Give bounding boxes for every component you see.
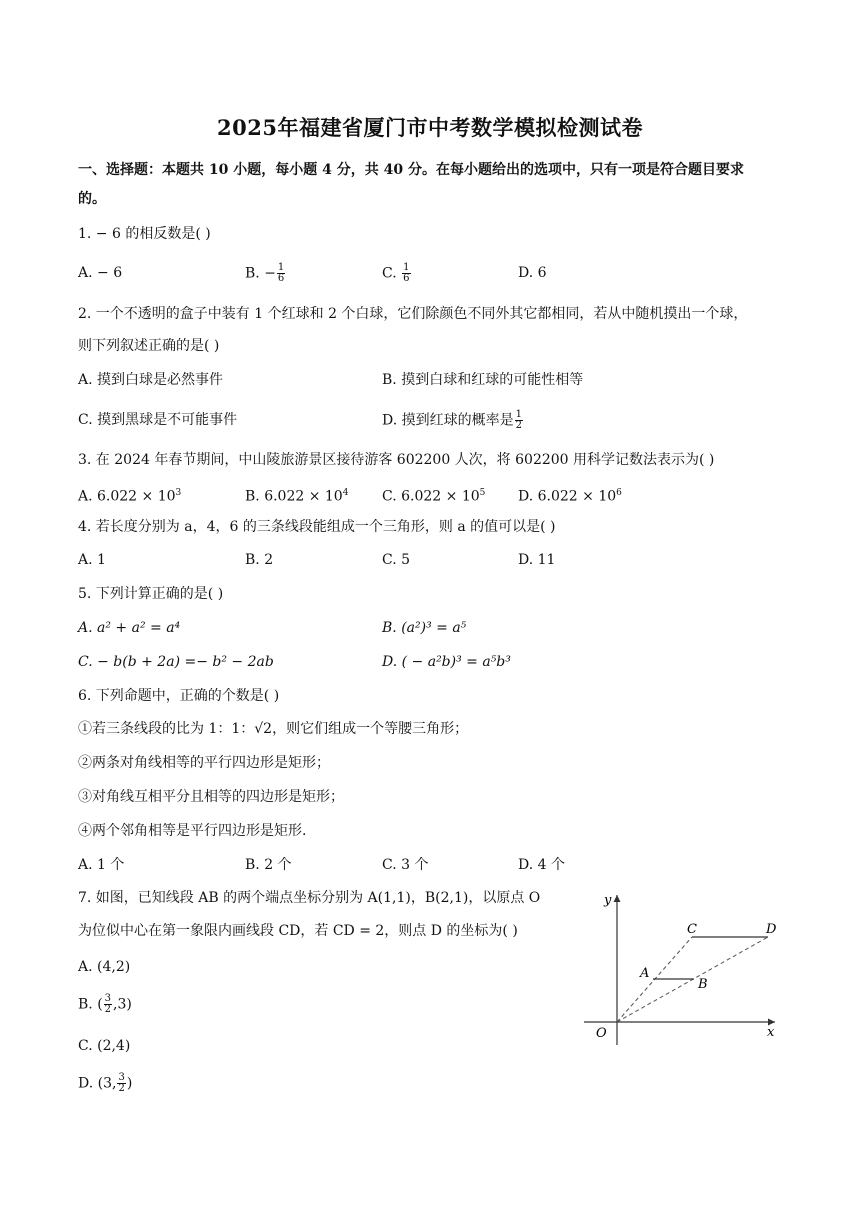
q7-stem-line1: 7. 如图，已知线段 AB 的两个端点坐标分别为 A(1,1)，B(2,1)，以原点 O: [78, 890, 541, 906]
q1-stem: 1. − 6 的相反数是( ): [78, 226, 211, 242]
fraction: $\frac{1}{6}$: [403, 262, 410, 284]
q2-option-c: C. 摸到黑球是不可能事件: [78, 412, 238, 428]
q6-option-d: D. 4 个: [518, 857, 565, 873]
q6-option-a: A. 1 个: [78, 857, 125, 873]
label-a: A: [640, 966, 650, 981]
q3-option-c: C. $6.022 \times 10^5$: [382, 488, 486, 505]
q1-option-d: D. 6: [518, 265, 547, 281]
q2-stem-line1: 2. 一个不透明的盒子中装有 1 个红球和 2 个白球，它们除颜色不同外其它都相同，若从中随机摸出一个球，: [78, 306, 748, 322]
q6-option-c: C. 3 个: [382, 857, 429, 873]
q7-coordinate-figure: [570, 885, 790, 1055]
q6-statement-4: ④两个邻角相等是平行四边形是矩形.: [78, 823, 307, 839]
q4-option-c: C. 5: [382, 552, 411, 568]
section-instructions-line1: 一、选择题：本题共 10 小题，每小题 4 分，共 40 分。在每小题给出的选项中，只有一项是符合题目要求: [78, 162, 744, 178]
q5-stem: 5. 下列计算正确的是( ): [78, 586, 224, 602]
q1-option-b: B. − $\frac{1}{6}$: [245, 262, 285, 284]
q6-statement-1: ①若三条线段的比为 1：1：√2，则它们组成一个等腰三角形；: [78, 721, 469, 737]
q6-option-b: B. 2 个: [245, 857, 292, 873]
q2-option-a: A. 摸到白球是必然事件: [78, 372, 224, 388]
q4-option-b: B. 2: [245, 552, 274, 568]
label-y: y: [604, 893, 612, 908]
q3-option-b: B. $6.022 \times 10^4$: [245, 488, 349, 505]
q7-option-b: B. ( $\frac{3}{2}$ ,3): [78, 993, 132, 1015]
q6-statement-3: ③对角线互相平分且相等的四边形是矩形；: [78, 789, 344, 805]
label-b: B: [698, 977, 708, 992]
label-x: x: [767, 1025, 775, 1040]
fraction: $\frac{1}{6}$: [277, 262, 285, 284]
q7-option-c: C. (2,4): [78, 1038, 131, 1054]
q3-option-a: A. $6.022 \times 10^3$: [78, 488, 182, 505]
section-instructions-line2: 的。: [78, 191, 106, 207]
label-c: C: [687, 922, 697, 937]
q1-option-a: A. − 6: [78, 265, 123, 281]
q4-option-d: D. 11: [518, 552, 556, 568]
fraction: $\frac{1}{2}$: [515, 409, 523, 431]
page-title: 2025年福建省厦门市中考数学模拟检测试卷: [217, 115, 643, 140]
q2-option-d: D. 摸到红球的概率是 $\frac{1}{2}$: [382, 409, 523, 431]
q7-option-d: D. (3, $\frac{3}{2}$ ): [78, 1072, 133, 1094]
q1-option-c: C. $\frac{1}{6}$: [382, 262, 410, 284]
q6-stem: 6. 下列命题中，正确的个数是( ): [78, 688, 280, 704]
label-o: O: [596, 1026, 607, 1041]
fraction: $\frac{3}{2}$: [118, 1072, 125, 1094]
q3-stem: 3. 在 2024 年春节期间，中山陵旅游景区接待游客 602200 人次，将 602200 用科学记数法表示为( ): [78, 452, 715, 468]
q7-stem-line2: 为位似中心在第一象限内画线段 CD，若 CD = 2，则点 D 的坐标为( ): [78, 923, 518, 939]
q5-option-a: A. a² + a² = a⁴: [78, 620, 181, 636]
q3-option-d: D. $6.022 \times 10^6$: [518, 488, 622, 505]
q7-option-a: A. (4,2): [78, 959, 131, 975]
label-d: D: [766, 922, 777, 937]
q6-statement-2: ②两条对角线相等的平行四边形是矩形；: [78, 755, 330, 771]
q5-option-b: B. (a²)³ = a⁵: [382, 620, 467, 636]
q4-option-a: A. 1: [78, 552, 106, 568]
fraction: $\frac{3}{2}$: [104, 993, 112, 1015]
q2-stem-line2: 则下列叙述正确的是( ): [78, 338, 220, 354]
q5-option-d: D. ( − a²b)³ = a⁵b³: [382, 654, 511, 670]
q5-option-c: C. − b(b + 2a) =− b² − 2ab: [78, 654, 274, 670]
q4-stem: 4. 若长度分别为 a，4，6 的三条线段能组成一个三角形，则 a 的值可以是( ): [78, 519, 556, 535]
q2-option-b: B. 摸到白球和红球的可能性相等: [382, 372, 584, 388]
